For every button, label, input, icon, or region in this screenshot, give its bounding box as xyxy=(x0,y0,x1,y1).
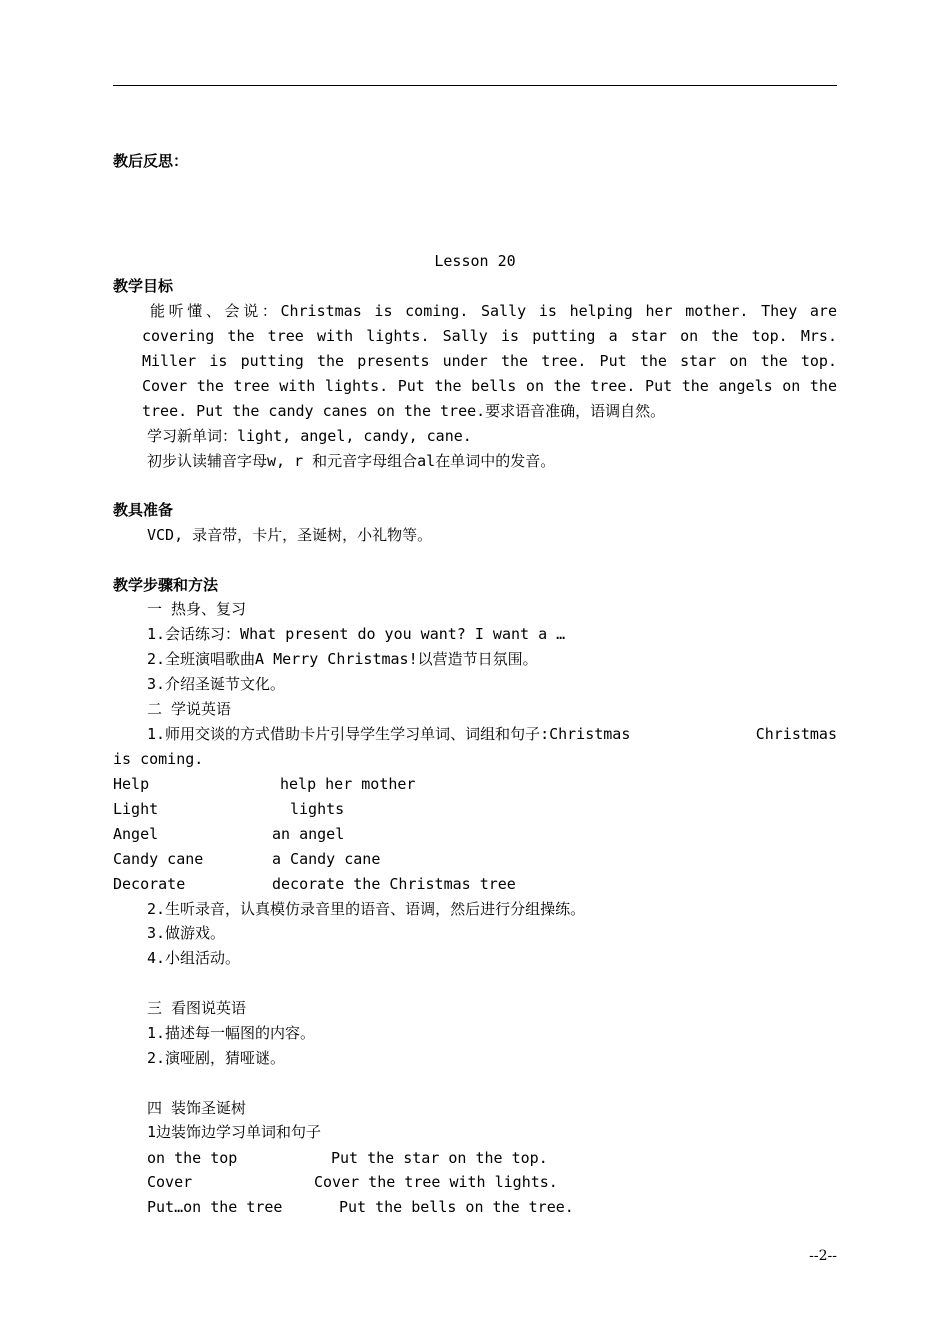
phonics-line: 初步认读辅音字母w, r 和元音字母组合al在单词中的发音。 xyxy=(147,452,556,470)
step2-title: 二 学说英语 xyxy=(147,700,232,718)
vocab-word: Light xyxy=(113,800,159,818)
pair-left: Cover xyxy=(147,1173,193,1191)
header-rule xyxy=(113,85,837,86)
step1-item1: 1.会话练习：What present do you want? I want a … xyxy=(147,625,566,643)
new-words-line: 学习新单词：light, angel, candy, cane. xyxy=(147,427,472,445)
objectives-paragraph: 能听懂、会说：Christmas is coming. Sally is helping her mother. They are covering the tree with lights. Sally is putting a star on the top. Mrs. Miller is putting the presents under the tree. Put the star on the top. Cover the tree with lights. Put the bells on the tree. Put the angels on the tree. Put the candy canes on the tree.要求语音准确，语调自然。 xyxy=(142,302,837,420)
step2-item2: 2.生听录音，认真模仿录音里的语音、语调，然后进行分组操练。 xyxy=(147,900,586,918)
vocab-phrase: lights xyxy=(290,800,345,818)
step4-title: 四 装饰圣诞树 xyxy=(147,1099,247,1117)
step1-item2: 2.全班演唱歌曲A Merry Christmas!以营造节日氛围。 xyxy=(147,650,538,668)
vocab-word: Candy cane xyxy=(113,850,204,868)
pair-left: on the top xyxy=(147,1149,238,1167)
materials-heading: 教具准备 xyxy=(113,501,174,519)
step1-item3: 3.介绍圣诞节文化。 xyxy=(147,675,286,693)
step3-title: 三 看图说英语 xyxy=(147,999,247,1017)
vocab-word: Decorate xyxy=(113,875,186,893)
pair-right: Put the bells on the tree. xyxy=(339,1198,574,1216)
step3-item2: 2.演哑剧，猜哑谜。 xyxy=(147,1049,286,1067)
reflection-heading: 教后反思： xyxy=(113,152,189,170)
step2-item1-cont: is coming. xyxy=(113,750,204,768)
lesson-title: Lesson 20 xyxy=(434,252,516,270)
step2-item1-christmas: Christmas xyxy=(755,725,837,743)
step2-item3: 3.做游戏。 xyxy=(147,924,226,942)
vocab-word: Help xyxy=(113,775,150,793)
objectives-heading: 教学目标 xyxy=(113,277,174,295)
step2-item4: 4.小组活动。 xyxy=(147,949,241,967)
vocab-phrase: help her mother xyxy=(280,775,416,793)
materials-text: VCD, 录音带，卡片，圣诞树，小礼物等。 xyxy=(147,526,433,544)
vocab-phrase: an angel xyxy=(272,825,345,843)
step4-item1: 1边装饰边学习单词和句子 xyxy=(147,1123,322,1141)
pair-right: Cover the tree with lights. xyxy=(314,1173,558,1191)
vocab-phrase: decorate the Christmas tree xyxy=(272,875,516,893)
vocab-word: Angel xyxy=(113,825,159,843)
vocab-phrase: a Candy cane xyxy=(272,850,381,868)
step2-item1: 1.师用交谈的方式借助卡片引导学生学习单词、词组和句子:Christmas xyxy=(147,725,631,743)
pair-left: Put…on the tree xyxy=(147,1198,283,1216)
step3-item1: 1.描述每一幅图的内容。 xyxy=(147,1024,316,1042)
step1-title: 一 热身、复习 xyxy=(147,600,247,618)
steps-heading: 教学步骤和方法 xyxy=(113,576,219,594)
page-number: --2-- xyxy=(809,1248,837,1264)
pair-right: Put the star on the top. xyxy=(331,1149,548,1167)
